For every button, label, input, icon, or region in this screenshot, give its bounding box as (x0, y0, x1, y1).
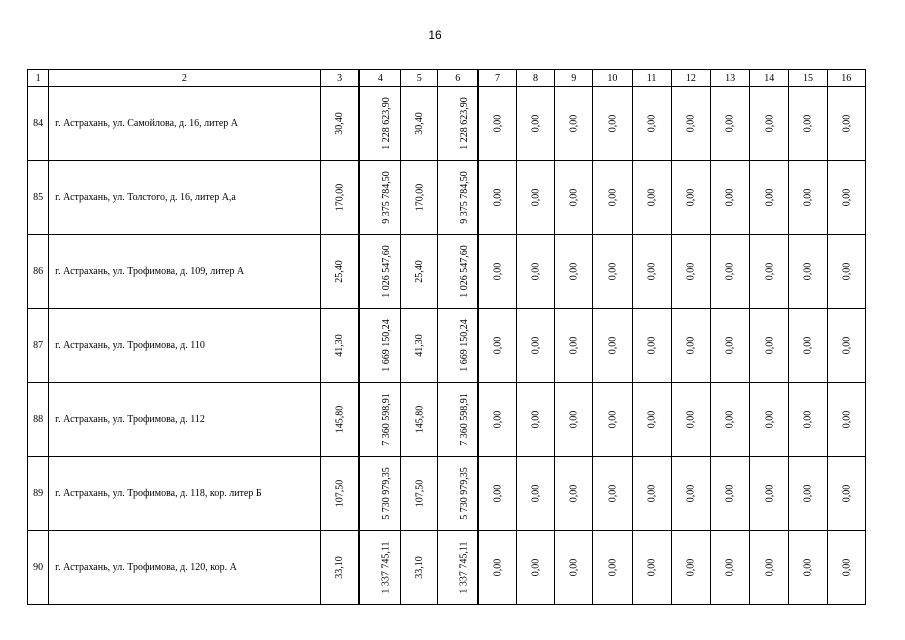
cell-value: 0,00 (646, 336, 658, 355)
column-header: 1 (28, 70, 49, 87)
cell-value: 0,00 (529, 114, 541, 133)
value-cell (789, 87, 827, 161)
cell-value: 0,00 (606, 262, 618, 281)
value-cell (671, 161, 710, 235)
cell-value: 0,00 (685, 188, 697, 207)
value-cell (438, 87, 478, 161)
address-cell: г. Астрахань, ул. Трофимова, д. 120, кор. А (49, 531, 321, 605)
cell-value: 0,00 (492, 558, 503, 577)
table-body (28, 70, 866, 605)
address-cell: г. Астрахань, ул. Самойлова, д. 16, литер А (49, 87, 321, 161)
cell-value: 0,00 (606, 410, 618, 429)
cell-value: 0,00 (840, 558, 852, 577)
value-cell (401, 309, 438, 383)
value-cell (438, 235, 478, 309)
cell-value: 0,00 (724, 188, 736, 207)
cell-value: 0,00 (568, 410, 580, 429)
cell-value: 0,00 (646, 188, 658, 207)
table-row (28, 235, 866, 309)
row-number: 90 (28, 531, 49, 605)
cell-value: 0,00 (763, 558, 775, 577)
value-cell (516, 309, 554, 383)
column-header: 7 (478, 70, 516, 87)
value-cell (320, 309, 359, 383)
table-row (28, 383, 866, 457)
cell-value: 0,00 (492, 336, 503, 355)
cell-value: 5 730 979,35 (459, 467, 471, 520)
cell-value: 170,00 (413, 183, 425, 212)
value-cell (789, 383, 827, 457)
value-cell (516, 235, 554, 309)
cell-value: 0,00 (802, 484, 814, 503)
cell-value: 0,00 (724, 114, 736, 133)
column-header: 12 (671, 70, 710, 87)
value-cell (401, 531, 438, 605)
value-cell (516, 161, 554, 235)
value-cell (555, 309, 593, 383)
cell-value: 0,00 (529, 188, 541, 207)
value-cell (710, 383, 749, 457)
cell-value: 0,00 (492, 484, 503, 503)
cell-value: 0,00 (568, 262, 580, 281)
cell-value: 0,00 (606, 114, 618, 133)
cell-value: 1 026 547,60 (381, 245, 393, 298)
value-cell (593, 87, 632, 161)
cell-value: 0,00 (568, 114, 580, 133)
value-cell (478, 383, 516, 457)
cell-value: 1 026 547,60 (459, 245, 471, 298)
cell-value: 107,50 (334, 479, 346, 508)
cell-value: 1 337 745,11 (458, 541, 470, 594)
cell-value: 0,00 (802, 262, 814, 281)
value-cell (671, 235, 710, 309)
cell-value: 0,00 (685, 262, 697, 281)
cell-value: 0,00 (529, 336, 541, 355)
value-cell (438, 161, 478, 235)
cell-value: 0,00 (568, 558, 580, 577)
value-cell (789, 161, 827, 235)
cell-value: 0,00 (724, 558, 736, 577)
cell-value: 0,00 (492, 114, 503, 133)
value-cell (593, 531, 632, 605)
cell-value: 0,00 (529, 262, 541, 281)
value-cell (827, 457, 865, 531)
value-cell (478, 235, 516, 309)
column-header: 10 (593, 70, 632, 87)
cell-value: 0,00 (802, 336, 814, 355)
cell-value: 0,00 (529, 558, 541, 577)
cell-value: 0,00 (724, 336, 736, 355)
value-cell (671, 457, 710, 531)
value-cell (593, 383, 632, 457)
value-cell (827, 235, 865, 309)
cell-value: 33,10 (413, 556, 425, 579)
cell-value: 0,00 (724, 262, 736, 281)
value-cell (359, 235, 400, 309)
value-cell (827, 531, 865, 605)
value-cell (632, 309, 671, 383)
value-cell (593, 235, 632, 309)
value-cell (516, 457, 554, 531)
cell-value: 9 375 784,50 (381, 171, 393, 224)
column-header: 5 (401, 70, 438, 87)
value-cell (789, 457, 827, 531)
cell-value: 145,80 (334, 405, 346, 434)
cell-value: 1 669 150,24 (459, 319, 471, 372)
value-cell (478, 87, 516, 161)
value-cell (320, 457, 359, 531)
cell-value: 41,30 (334, 334, 346, 357)
value-cell (710, 309, 749, 383)
register-table (27, 69, 866, 605)
value-cell (710, 161, 749, 235)
value-cell (632, 383, 671, 457)
cell-value: 0,00 (568, 188, 580, 207)
value-cell (359, 87, 400, 161)
value-cell (438, 383, 478, 457)
cell-value: 33,10 (334, 556, 346, 579)
cell-value: 1 669 150,24 (381, 319, 393, 372)
value-cell (671, 383, 710, 457)
address-cell: г. Астрахань, ул. Трофимова, д. 118, кор. литер Б (49, 457, 321, 531)
column-header: 4 (359, 70, 400, 87)
cell-value: 0,00 (724, 410, 736, 429)
cell-value: 0,00 (724, 484, 736, 503)
address-cell: г. Астрахань, ул. Толстого, д. 16, литер А,а (49, 161, 321, 235)
address-cell: г. Астрахань, ул. Трофимова, д. 109, литер А (49, 235, 321, 309)
cell-value: 5 730 979,35 (381, 467, 393, 520)
row-number: 84 (28, 87, 49, 161)
cell-value: 0,00 (492, 188, 503, 207)
value-cell (632, 235, 671, 309)
value-cell (789, 531, 827, 605)
cell-value: 107,50 (413, 479, 425, 508)
cell-value: 0,00 (763, 114, 775, 133)
column-header: 3 (320, 70, 359, 87)
cell-value: 0,00 (840, 262, 852, 281)
cell-value: 0,00 (646, 262, 658, 281)
cell-value: 0,00 (685, 410, 697, 429)
value-cell (710, 457, 749, 531)
value-cell (555, 383, 593, 457)
cell-value: 0,00 (802, 410, 814, 429)
table-row (28, 531, 866, 605)
value-cell (478, 457, 516, 531)
cell-value: 1 228 623,90 (459, 97, 471, 150)
value-cell (710, 87, 749, 161)
value-cell (320, 87, 359, 161)
cell-value: 0,00 (646, 410, 658, 429)
cell-value: 0,00 (763, 484, 775, 503)
value-cell (593, 161, 632, 235)
cell-value: 0,00 (802, 188, 814, 207)
value-cell (827, 309, 865, 383)
value-cell (750, 87, 789, 161)
value-cell (671, 531, 710, 605)
value-cell (359, 531, 400, 605)
cell-value: 0,00 (606, 558, 618, 577)
cell-value: 0,00 (606, 336, 618, 355)
value-cell (401, 457, 438, 531)
value-cell (478, 531, 516, 605)
value-cell (750, 235, 789, 309)
cell-value: 0,00 (763, 262, 775, 281)
cell-value: 9 375 784,50 (459, 171, 471, 224)
value-cell (359, 309, 400, 383)
value-cell (710, 531, 749, 605)
cell-value: 0,00 (763, 188, 775, 207)
value-cell (750, 309, 789, 383)
value-cell (478, 309, 516, 383)
value-cell (555, 235, 593, 309)
value-cell (671, 309, 710, 383)
value-cell (320, 161, 359, 235)
cell-value: 0,00 (840, 410, 852, 429)
row-number: 85 (28, 161, 49, 235)
column-header: 14 (750, 70, 789, 87)
cell-value: 7 360 598,91 (381, 393, 393, 446)
cell-value: 25,40 (334, 260, 346, 283)
value-cell (789, 309, 827, 383)
table-row (28, 309, 866, 383)
cell-value: 0,00 (802, 558, 814, 577)
cell-value: 0,00 (646, 484, 658, 503)
value-cell (516, 531, 554, 605)
page-number: 16 (428, 28, 442, 42)
cell-value: 0,00 (840, 188, 852, 207)
cell-value: 0,00 (685, 336, 697, 355)
value-cell (401, 161, 438, 235)
column-header: 2 (49, 70, 321, 87)
value-cell (827, 87, 865, 161)
column-header: 15 (789, 70, 827, 87)
value-cell (593, 457, 632, 531)
cell-value: 0,00 (529, 484, 541, 503)
value-cell (750, 161, 789, 235)
value-cell (359, 457, 400, 531)
value-cell (320, 383, 359, 457)
address-cell: г. Астрахань, ул. Трофимова, д. 110 (49, 309, 321, 383)
row-number: 88 (28, 383, 49, 457)
value-cell (438, 309, 478, 383)
value-cell (789, 235, 827, 309)
value-cell (359, 161, 400, 235)
cell-value: 0,00 (685, 484, 697, 503)
column-header: 16 (827, 70, 865, 87)
cell-value: 0,00 (646, 558, 658, 577)
cell-value: 0,00 (606, 484, 618, 503)
value-cell (632, 457, 671, 531)
value-cell (516, 87, 554, 161)
cell-value: 0,00 (802, 114, 814, 133)
value-cell (478, 161, 516, 235)
row-number: 89 (28, 457, 49, 531)
cell-value: 145,80 (413, 405, 425, 434)
value-cell (632, 531, 671, 605)
cell-value: 0,00 (840, 336, 852, 355)
cell-value: 25,40 (413, 260, 425, 283)
address-cell: г. Астрахань, ул. Трофимова, д. 112 (49, 383, 321, 457)
cell-value: 0,00 (492, 410, 503, 429)
cell-value: 0,00 (840, 484, 852, 503)
value-cell (438, 457, 478, 531)
column-header: 11 (632, 70, 671, 87)
cell-value: 0,00 (840, 114, 852, 133)
value-cell (401, 87, 438, 161)
value-cell (671, 87, 710, 161)
column-header: 9 (555, 70, 593, 87)
header-row (28, 70, 866, 87)
cell-value: 30,40 (413, 112, 425, 135)
table-row (28, 87, 866, 161)
cell-value: 0,00 (685, 558, 697, 577)
cell-value: 0,00 (606, 188, 618, 207)
value-cell (555, 531, 593, 605)
column-header: 13 (710, 70, 749, 87)
cell-value: 0,00 (685, 114, 697, 133)
value-cell (710, 235, 749, 309)
cell-value: 0,00 (568, 484, 580, 503)
table-row (28, 457, 866, 531)
value-cell (555, 87, 593, 161)
cell-value: 7 360 598,91 (459, 393, 471, 446)
cell-value: 0,00 (646, 114, 658, 133)
cell-value: 0,00 (763, 336, 775, 355)
row-number: 86 (28, 235, 49, 309)
value-cell (555, 457, 593, 531)
value-cell (320, 531, 359, 605)
cell-value: 1 228 623,90 (381, 97, 393, 150)
value-cell (750, 457, 789, 531)
cell-value: 0,00 (529, 410, 541, 429)
column-header: 8 (516, 70, 554, 87)
value-cell (827, 383, 865, 457)
cell-value: 41,30 (413, 334, 425, 357)
column-header: 6 (438, 70, 478, 87)
value-cell (827, 161, 865, 235)
value-cell (593, 309, 632, 383)
cell-value: 30,40 (334, 112, 346, 135)
value-cell (359, 383, 400, 457)
row-number: 87 (28, 309, 49, 383)
cell-value: 0,00 (568, 336, 580, 355)
value-cell (516, 383, 554, 457)
cell-value: 0,00 (763, 410, 775, 429)
cell-value: 1 337 745,11 (381, 541, 393, 594)
value-cell (632, 87, 671, 161)
value-cell (555, 161, 593, 235)
value-cell (401, 383, 438, 457)
cell-value: 170,00 (334, 183, 346, 212)
cell-value: 0,00 (492, 262, 503, 281)
value-cell (320, 235, 359, 309)
value-cell (438, 531, 478, 605)
value-cell (750, 531, 789, 605)
value-cell (401, 235, 438, 309)
table-row (28, 161, 866, 235)
value-cell (632, 161, 671, 235)
value-cell (750, 383, 789, 457)
